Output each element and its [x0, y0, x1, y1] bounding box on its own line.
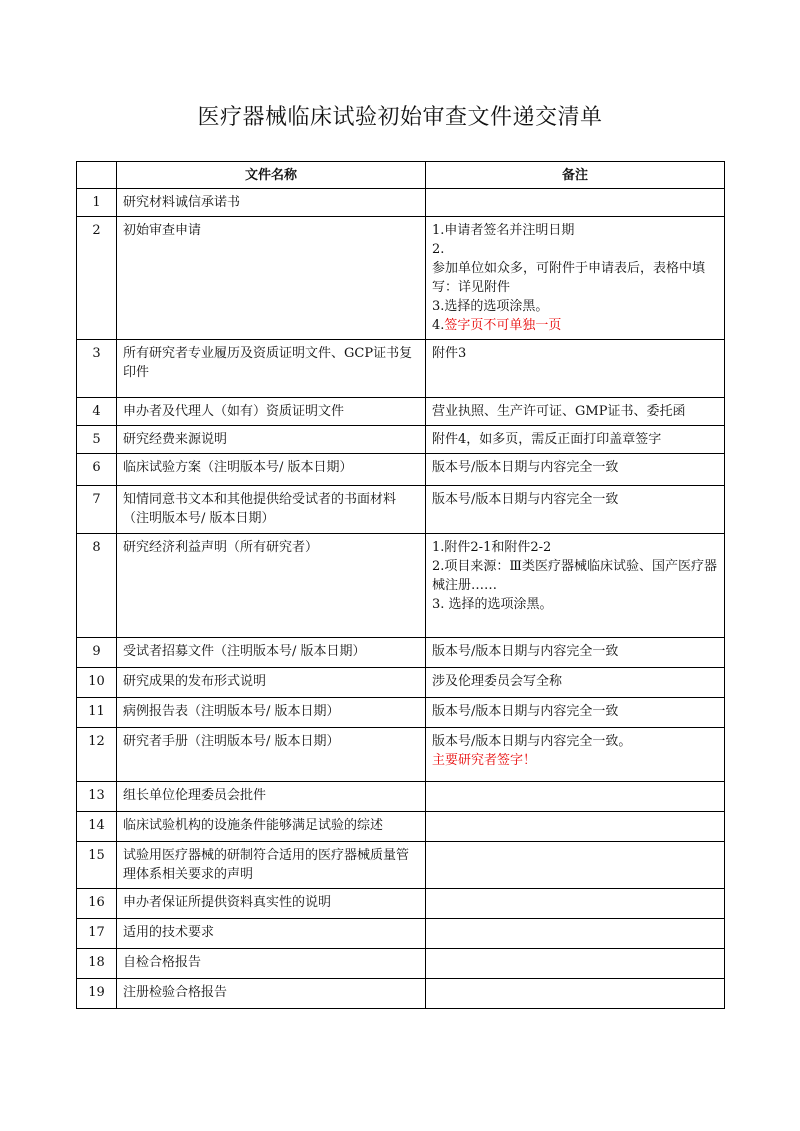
table-row — [77, 189, 725, 217]
note-line — [432, 702, 718, 721]
document-title: 医疗器械临床试验初始审查文件递交清单 — [197, 105, 603, 130]
table-row — [77, 889, 725, 919]
row-number: 18 — [77, 949, 117, 979]
table-row — [77, 782, 725, 812]
note-text: 4. — [432, 318, 445, 333]
note-line — [432, 402, 718, 421]
table-row — [77, 398, 725, 426]
row-file-name: 受试者招募文件（注明版本号/ 版本日期） — [117, 638, 426, 668]
note-line — [432, 430, 718, 449]
row-number: 8 — [77, 534, 117, 638]
note-text: 1.申请者签名并注明日期 — [432, 223, 575, 238]
note-line — [432, 557, 718, 595]
table-row — [77, 426, 725, 454]
row-number: 16 — [77, 889, 117, 919]
note-text: 2.项目来源：Ⅲ类医疗器械临床试验、国产医疗器械注册…… — [432, 559, 717, 593]
note-line — [432, 751, 718, 770]
row-number: 12 — [77, 728, 117, 782]
note-line — [432, 344, 718, 363]
table-row — [77, 842, 725, 889]
note-text: 附件4，如多页，需反正面打印盖章签字 — [432, 432, 662, 447]
row-note — [426, 189, 725, 217]
row-note — [426, 979, 725, 1009]
note-line — [432, 490, 718, 509]
row-file-name: 研究者手册（注明版本号/ 版本日期） — [117, 728, 426, 782]
row-note — [426, 668, 725, 698]
note-text: 2. — [432, 242, 445, 257]
table-row — [77, 698, 725, 728]
row-number: 17 — [77, 919, 117, 949]
row-note — [426, 949, 725, 979]
note-warning-text: 签字页不可单独一页 — [444, 318, 562, 333]
note-text: 版本号/版本日期与内容完全一致 — [432, 460, 619, 475]
row-number: 15 — [77, 842, 117, 889]
note-text: 参加单位如众多，可附件于申请表后，表格中填写：详见附件 — [432, 261, 706, 295]
note-line — [432, 458, 718, 477]
row-number: 10 — [77, 668, 117, 698]
row-note — [426, 534, 725, 638]
row-number: 13 — [77, 782, 117, 812]
note-line — [432, 595, 718, 614]
note-line — [432, 316, 718, 335]
row-file-name: 自检合格报告 — [117, 949, 426, 979]
note-line — [432, 259, 718, 297]
row-file-name: 组长单位伦理委员会批件 — [117, 782, 426, 812]
note-text: 3.选择的选项涂黑。 — [432, 299, 549, 314]
header-note: 备注 — [426, 162, 725, 189]
row-number: 1 — [77, 189, 117, 217]
note-line — [432, 732, 718, 751]
row-note — [426, 812, 725, 842]
row-note — [426, 698, 725, 728]
row-file-name: 注册检验合格报告 — [117, 979, 426, 1009]
note-line — [432, 672, 718, 691]
row-file-name: 所有研究者专业履历及资质证明文件、GCP证书复印件 — [117, 340, 426, 398]
note-text: 版本号/版本日期与内容完全一致。 — [432, 734, 632, 749]
note-text: 版本号/版本日期与内容完全一致 — [432, 704, 619, 719]
table-header-row — [77, 162, 725, 189]
note-text: 版本号/版本日期与内容完全一致 — [432, 492, 619, 507]
row-note — [426, 728, 725, 782]
row-note — [426, 454, 725, 486]
note-line — [432, 221, 718, 240]
row-number: 3 — [77, 340, 117, 398]
row-note — [426, 217, 725, 340]
row-number: 7 — [77, 486, 117, 534]
note-text: 营业执照、生产许可证、GMP证书、委托函 — [432, 404, 686, 419]
table-row — [77, 919, 725, 949]
row-note — [426, 398, 725, 426]
table-row — [77, 949, 725, 979]
table-row — [77, 638, 725, 668]
row-note — [426, 340, 725, 398]
table-body — [77, 189, 725, 1009]
row-number: 4 — [77, 398, 117, 426]
row-number: 2 — [77, 217, 117, 340]
row-number: 14 — [77, 812, 117, 842]
row-file-name: 申办者及代理人（如有）资质证明文件 — [117, 398, 426, 426]
note-line — [432, 297, 718, 316]
table-row — [77, 668, 725, 698]
note-warning-text: 主要研究者签字！ — [432, 753, 537, 768]
table-row — [77, 812, 725, 842]
note-text: 版本号/版本日期与内容完全一致 — [432, 644, 619, 659]
table-row — [77, 979, 725, 1009]
note-text: 3. 选择的选项涂黑。 — [432, 597, 553, 612]
row-number: 9 — [77, 638, 117, 668]
submission-checklist-table — [76, 161, 725, 1009]
row-file-name: 研究经费来源说明 — [117, 426, 426, 454]
row-file-name: 研究材料诚信承诺书 — [117, 189, 426, 217]
header-file-name: 文件名称 — [117, 162, 426, 189]
table-row — [77, 534, 725, 638]
table-row — [77, 217, 725, 340]
header-number — [77, 162, 117, 189]
row-note — [426, 638, 725, 668]
note-text: 1.附件2-1和附件2-2 — [432, 540, 552, 555]
row-note — [426, 782, 725, 812]
row-file-name: 初始审查申请 — [117, 217, 426, 340]
table-row — [77, 728, 725, 782]
row-note — [426, 889, 725, 919]
table-row — [77, 454, 725, 486]
row-note — [426, 426, 725, 454]
row-file-name: 临床试验方案（注明版本号/ 版本日期） — [117, 454, 426, 486]
note-text: 涉及伦理委员会写全称 — [432, 674, 563, 689]
note-line — [432, 240, 718, 259]
row-file-name: 研究经济利益声明（所有研究者） — [117, 534, 426, 638]
note-line — [432, 642, 718, 661]
row-file-name: 申办者保证所提供资料真实性的说明 — [117, 889, 426, 919]
row-file-name: 试验用医疗器械的研制符合适用的医疗器械质量管理体系相关要求的声明 — [117, 842, 426, 889]
table-row — [77, 340, 725, 398]
row-file-name: 病例报告表（注明版本号/ 版本日期） — [117, 698, 426, 728]
row-note — [426, 486, 725, 534]
row-file-name: 研究成果的发布形式说明 — [117, 668, 426, 698]
note-text: 附件3 — [432, 346, 467, 361]
row-file-name: 知情同意书文本和其他提供给受试者的书面材料（注明版本号/ 版本日期） — [117, 486, 426, 534]
row-number: 5 — [77, 426, 117, 454]
row-file-name: 适用的技术要求 — [117, 919, 426, 949]
row-number: 6 — [77, 454, 117, 486]
row-note — [426, 842, 725, 889]
row-file-name: 临床试验机构的设施条件能够满足试验的综述 — [117, 812, 426, 842]
row-note — [426, 919, 725, 949]
row-number: 11 — [77, 698, 117, 728]
note-line — [432, 538, 718, 557]
table-row — [77, 486, 725, 534]
row-number: 19 — [77, 979, 117, 1009]
